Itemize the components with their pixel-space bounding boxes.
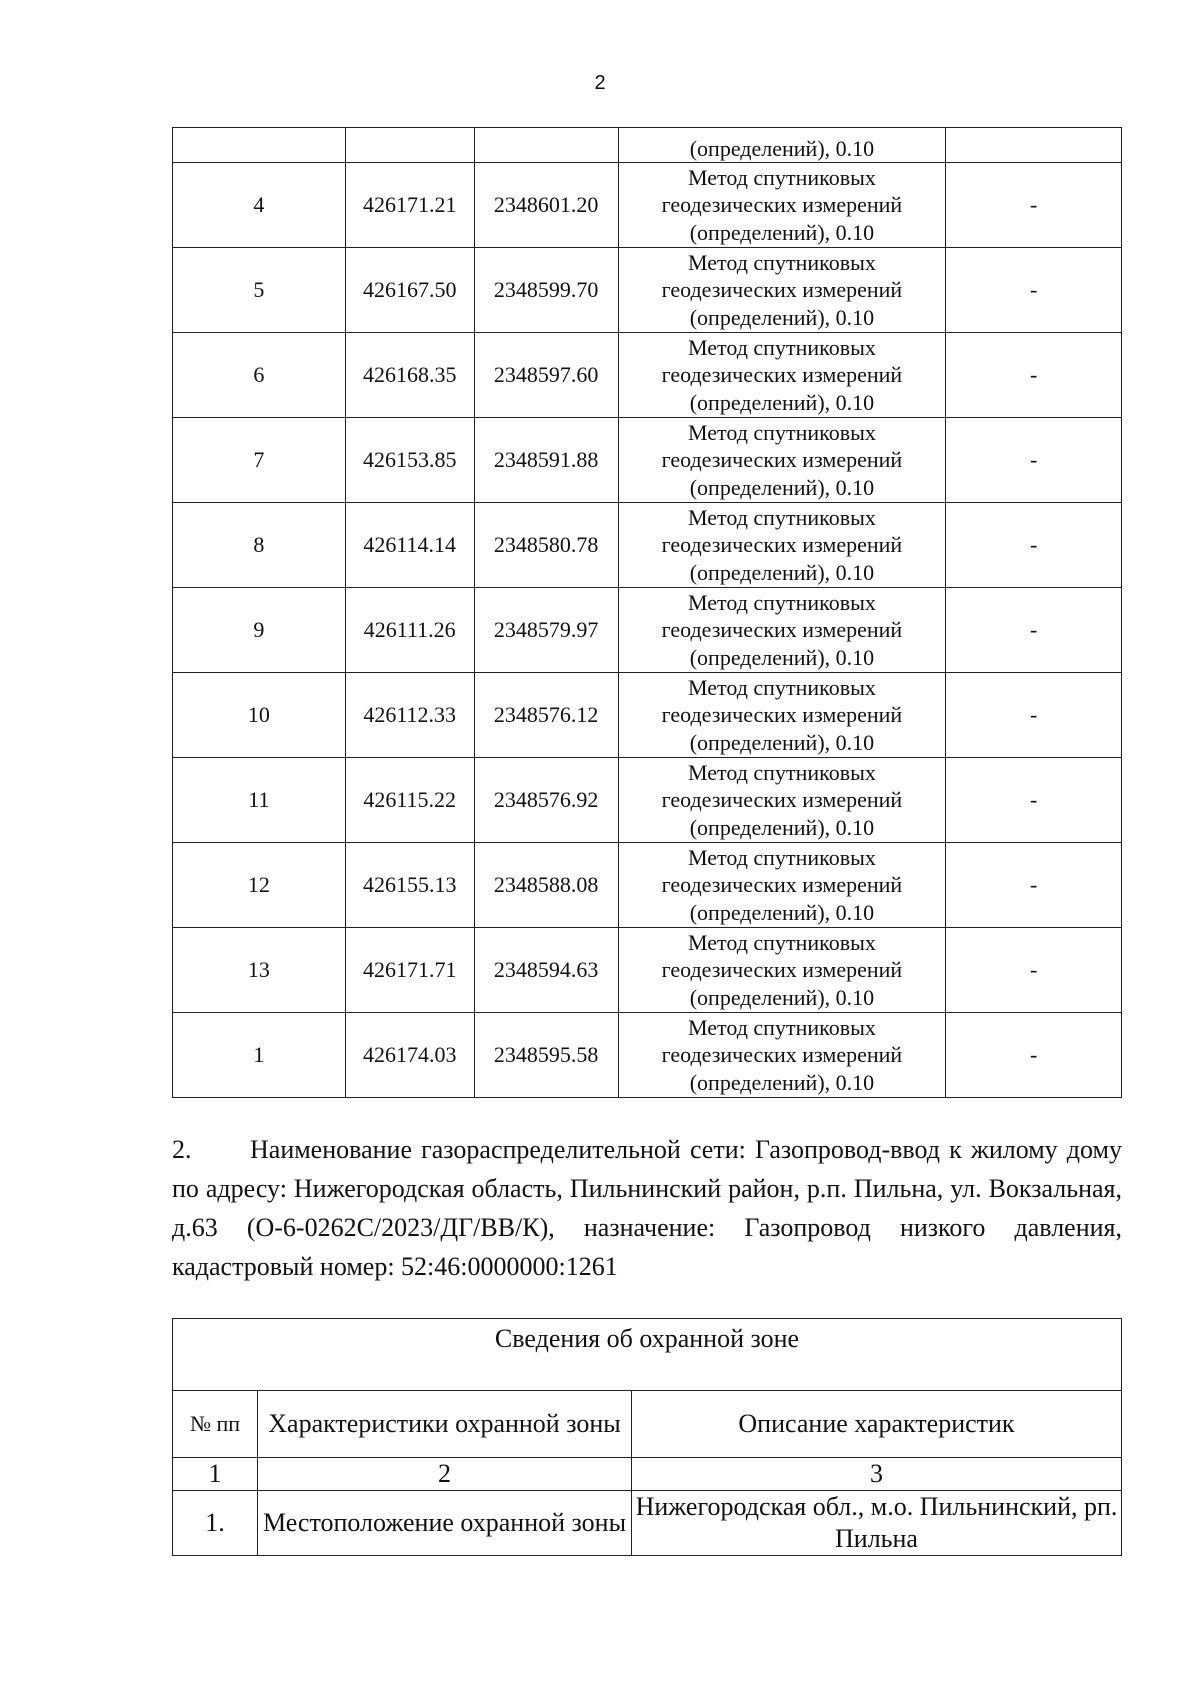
section-number: 2. — [172, 1135, 192, 1164]
x-coordinate-cell: 426167.50 — [345, 248, 474, 333]
method-line: (определений), 0.10 — [689, 729, 875, 755]
table-title: Сведения об охранной зоне — [173, 1319, 1122, 1391]
coordinates-table — [172, 127, 1122, 1098]
x-coordinate-cell: 426168.35 — [345, 333, 474, 418]
point-cell: 6 — [173, 333, 346, 418]
note-cell: - — [946, 163, 1122, 248]
method-line: Метод спутниковых — [688, 504, 876, 530]
x-coordinate-cell: 426171.21 — [345, 163, 474, 248]
index-cell: 1 — [173, 1458, 258, 1491]
header-row — [173, 1391, 1122, 1458]
point-cell: 8 — [173, 503, 346, 588]
method-cell — [618, 843, 946, 928]
table-row — [173, 843, 1122, 928]
x-coordinate-cell: 426153.85 — [345, 418, 474, 503]
note-cell: - — [946, 588, 1122, 673]
table-row — [173, 1491, 1122, 1556]
table-row — [173, 128, 1122, 163]
method-cell — [618, 928, 946, 1013]
note-cell: - — [946, 758, 1122, 843]
note-cell: - — [946, 248, 1122, 333]
x-coordinate-cell: 426114.14 — [345, 503, 474, 588]
method-cell — [618, 163, 946, 248]
x-coordinate-cell: 426112.33 — [345, 673, 474, 758]
index-row — [173, 1458, 1122, 1491]
method-line: (определений), 0.10 — [689, 304, 875, 330]
method-cell — [618, 1013, 946, 1098]
table-cell — [173, 128, 346, 163]
table-cell — [345, 128, 474, 163]
y-coordinate-cell: 2348588.08 — [474, 843, 618, 928]
point-cell: 4 — [173, 163, 346, 248]
note-cell: - — [946, 673, 1122, 758]
table-cell — [474, 128, 618, 163]
header-characteristic: Характеристики охранной зоны — [258, 1391, 632, 1458]
method-line: геодезических измерений — [661, 277, 903, 303]
index-cell: 3 — [632, 1458, 1122, 1491]
table-cell — [946, 128, 1122, 163]
method-line: Метод спутниковых — [688, 589, 876, 615]
y-coordinate-cell: 2348576.12 — [474, 673, 618, 758]
point-cell: 1 — [173, 1013, 346, 1098]
method-line: геодезических измерений — [661, 872, 903, 898]
method-line: геодезических измерений — [661, 532, 903, 558]
method-line: Метод спутниковых — [688, 674, 876, 700]
method-line: (определений), 0.10 — [689, 984, 875, 1010]
method-line: Метод спутниковых — [688, 929, 876, 955]
header-num: № пп — [173, 1391, 258, 1458]
table-row — [173, 503, 1122, 588]
method-line: Метод спутниковых — [688, 419, 876, 445]
note-cell: - — [946, 1013, 1122, 1098]
page-number: 2 — [594, 72, 606, 94]
method-cell — [618, 333, 946, 418]
method-line: (определений), 0.10 — [689, 389, 875, 415]
method-line: Метод спутниковых — [688, 249, 876, 275]
table-row — [173, 163, 1122, 248]
point-cell: 9 — [173, 588, 346, 673]
row-characteristic: Местоположение охранной зоны — [258, 1491, 632, 1556]
method-line: геодезических измерений — [661, 1042, 903, 1068]
note-cell: - — [946, 928, 1122, 1013]
point-cell: 7 — [173, 418, 346, 503]
method-cell — [618, 588, 946, 673]
table-row — [173, 588, 1122, 673]
y-coordinate-cell: 2348594.63 — [474, 928, 618, 1013]
protection-zone-table — [172, 1318, 1122, 1556]
table-row — [173, 248, 1122, 333]
x-coordinate-cell: 426111.26 — [345, 588, 474, 673]
method-line: Метод спутниковых — [688, 844, 876, 870]
note-cell: - — [946, 333, 1122, 418]
point-cell: 11 — [173, 758, 346, 843]
y-coordinate-cell: 2348599.70 — [474, 248, 618, 333]
table-row — [173, 673, 1122, 758]
table-row — [173, 928, 1122, 1013]
y-coordinate-cell: 2348597.60 — [474, 333, 618, 418]
method-line: геодезических измерений — [661, 362, 903, 388]
method-line: геодезических измерений — [661, 617, 903, 643]
row-description: Нижегородская обл., м.о. Пильнинский, рп. Пильна — [632, 1491, 1122, 1556]
method-line: Метод спутниковых — [688, 334, 876, 360]
method-line: (определений), 0.10 — [689, 474, 875, 500]
method-line: Метод спутниковых — [688, 1014, 876, 1040]
method-cell — [618, 758, 946, 843]
note-cell: - — [946, 503, 1122, 588]
method-line: геодезических измерений — [661, 702, 903, 728]
method-line: (определений), 0.10 — [689, 899, 875, 925]
note-cell: - — [946, 843, 1122, 928]
x-coordinate-cell: 426171.71 — [345, 928, 474, 1013]
index-cell: 2 — [258, 1458, 632, 1491]
method-line: Метод спутниковых — [688, 759, 876, 785]
method-cell: (определений), 0.10 — [618, 128, 946, 163]
method-line: (определений), 0.10 — [689, 559, 875, 585]
table-row — [173, 333, 1122, 418]
method-line: геодезических измерений — [661, 957, 903, 983]
table-row — [173, 1013, 1122, 1098]
y-coordinate-cell: 2348579.97 — [474, 588, 618, 673]
method-cell — [618, 418, 946, 503]
method-line: (определений), 0.10 — [689, 644, 875, 670]
method-line: геодезических измерений — [661, 192, 903, 218]
y-coordinate-cell: 2348576.92 — [474, 758, 618, 843]
table-row — [173, 758, 1122, 843]
x-coordinate-cell: 426155.13 — [345, 843, 474, 928]
method-cell — [618, 248, 946, 333]
method-line: (определений), 0.10 — [689, 1069, 875, 1095]
y-coordinate-cell: 2348601.20 — [474, 163, 618, 248]
method-line: (определений), 0.10 — [689, 219, 875, 245]
y-coordinate-cell: 2348591.88 — [474, 418, 618, 503]
method-line: (определений), 0.10 — [689, 814, 875, 840]
section-2-paragraph — [172, 1130, 1122, 1286]
header-description: Описание характеристик — [632, 1391, 1122, 1458]
x-coordinate-cell: 426115.22 — [345, 758, 474, 843]
table-row — [173, 418, 1122, 503]
y-coordinate-cell: 2348595.58 — [474, 1013, 618, 1098]
x-coordinate-cell: 426174.03 — [345, 1013, 474, 1098]
method-line: геодезических измерений — [661, 787, 903, 813]
point-cell: 5 — [173, 248, 346, 333]
method-cell — [618, 673, 946, 758]
method-cell — [618, 503, 946, 588]
row-num: 1. — [173, 1491, 258, 1556]
note-cell: - — [946, 418, 1122, 503]
y-coordinate-cell: 2348580.78 — [474, 503, 618, 588]
method-line: Метод спутниковых — [688, 164, 876, 190]
point-cell: 10 — [173, 673, 346, 758]
method-line: геодезических измерений — [661, 447, 903, 473]
table-title-row — [173, 1319, 1122, 1391]
section-text: Наименование газораспределительной сети: Газопровод-ввод к жилому дому по адресу: Нижегородская область, Пильнинский район, р.п. Пильна, ул. Вокзальная, д.63 (О-6-0262С/2023/ДГ/ВВ/К), назначение: Газопровод низкого давления, кадастровый номер: 52:46:0000000:1261 — [172, 1135, 1122, 1281]
point-cell: 12 — [173, 843, 346, 928]
point-cell: 13 — [173, 928, 346, 1013]
